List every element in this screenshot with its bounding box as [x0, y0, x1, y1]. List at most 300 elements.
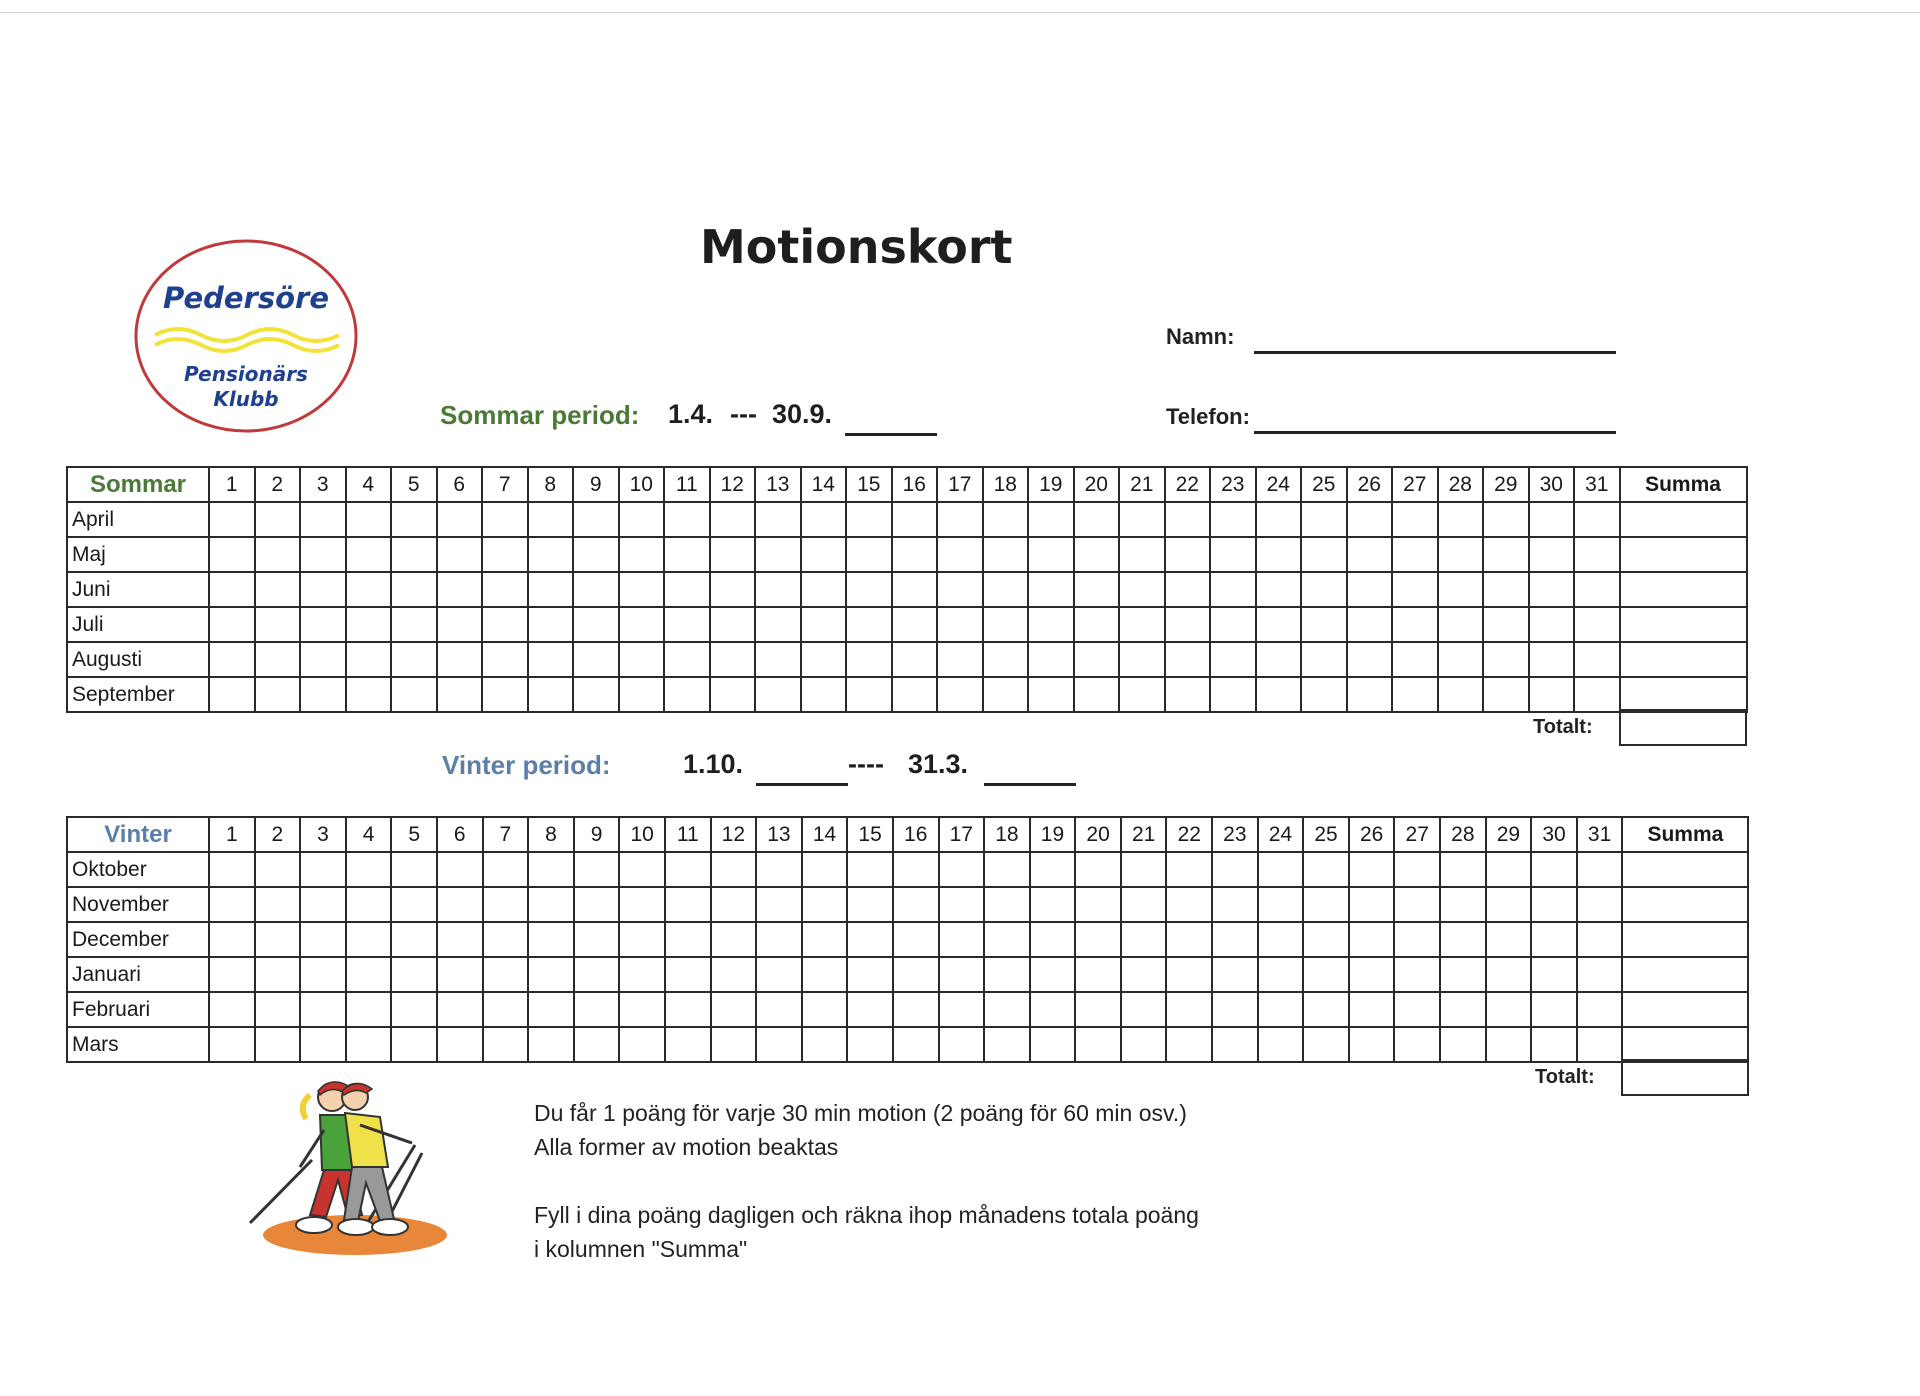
- day-cell[interactable]: [1577, 922, 1623, 957]
- day-cell[interactable]: [437, 502, 483, 537]
- day-cell[interactable]: [983, 572, 1029, 607]
- day-cell[interactable]: [1347, 572, 1393, 607]
- day-cell[interactable]: [1030, 1027, 1076, 1062]
- day-cell[interactable]: [1394, 852, 1440, 887]
- day-cell[interactable]: [1121, 1027, 1167, 1062]
- day-cell[interactable]: [984, 922, 1030, 957]
- day-cell[interactable]: [1212, 922, 1258, 957]
- day-cell[interactable]: [1392, 572, 1438, 607]
- day-cell[interactable]: [892, 572, 938, 607]
- day-cell[interactable]: [528, 957, 574, 992]
- day-cell[interactable]: [619, 1027, 665, 1062]
- day-cell[interactable]: [756, 1027, 802, 1062]
- day-cell[interactable]: [1392, 537, 1438, 572]
- day-cell[interactable]: [1347, 537, 1393, 572]
- day-cell[interactable]: [1166, 992, 1212, 1027]
- day-cell[interactable]: [1486, 922, 1532, 957]
- day-cell[interactable]: [1119, 502, 1165, 537]
- day-cell[interactable]: [1119, 537, 1165, 572]
- day-cell[interactable]: [983, 642, 1029, 677]
- day-cell[interactable]: [1392, 642, 1438, 677]
- day-cell[interactable]: [1258, 852, 1304, 887]
- day-cell[interactable]: [1075, 992, 1121, 1027]
- day-cell[interactable]: [1165, 502, 1211, 537]
- day-cell[interactable]: [892, 502, 938, 537]
- day-cell[interactable]: [939, 887, 985, 922]
- day-cell[interactable]: [391, 852, 437, 887]
- day-cell[interactable]: [391, 572, 437, 607]
- summa-cell[interactable]: [1620, 607, 1747, 642]
- winter-year-blank-2[interactable]: [984, 783, 1076, 786]
- day-cell[interactable]: [1301, 607, 1347, 642]
- day-cell[interactable]: [1121, 887, 1167, 922]
- day-cell[interactable]: [1529, 537, 1575, 572]
- day-cell[interactable]: [1166, 922, 1212, 957]
- telefon-input-line[interactable]: [1254, 431, 1616, 434]
- day-cell[interactable]: [1438, 537, 1484, 572]
- day-cell[interactable]: [437, 1027, 483, 1062]
- day-cell[interactable]: [710, 677, 756, 712]
- day-cell[interactable]: [846, 677, 892, 712]
- day-cell[interactable]: [1486, 887, 1532, 922]
- day-cell[interactable]: [1258, 887, 1304, 922]
- day-cell[interactable]: [1529, 642, 1575, 677]
- day-cell[interactable]: [1394, 992, 1440, 1027]
- day-cell[interactable]: [1028, 502, 1074, 537]
- day-cell[interactable]: [1531, 922, 1577, 957]
- day-cell[interactable]: [1440, 992, 1486, 1027]
- day-cell[interactable]: [1574, 677, 1620, 712]
- day-cell[interactable]: [664, 572, 710, 607]
- day-cell[interactable]: [1529, 677, 1575, 712]
- day-cell[interactable]: [983, 537, 1029, 572]
- day-cell[interactable]: [1074, 607, 1120, 642]
- day-cell[interactable]: [1210, 502, 1256, 537]
- day-cell[interactable]: [1303, 922, 1349, 957]
- day-cell[interactable]: [1256, 572, 1302, 607]
- day-cell[interactable]: [892, 642, 938, 677]
- day-cell[interactable]: [847, 957, 893, 992]
- day-cell[interactable]: [619, 852, 665, 887]
- day-cell[interactable]: [1483, 642, 1529, 677]
- day-cell[interactable]: [802, 887, 848, 922]
- day-cell[interactable]: [1349, 922, 1395, 957]
- day-cell[interactable]: [209, 1027, 255, 1062]
- day-cell[interactable]: [1166, 957, 1212, 992]
- day-cell[interactable]: [209, 887, 255, 922]
- day-cell[interactable]: [437, 957, 483, 992]
- day-cell[interactable]: [1347, 607, 1393, 642]
- day-cell[interactable]: [391, 887, 437, 922]
- day-cell[interactable]: [1574, 642, 1620, 677]
- day-cell[interactable]: [847, 852, 893, 887]
- day-cell[interactable]: [1210, 537, 1256, 572]
- day-cell[interactable]: [437, 992, 483, 1027]
- day-cell[interactable]: [665, 852, 711, 887]
- day-cell[interactable]: [755, 607, 801, 642]
- day-cell[interactable]: [756, 922, 802, 957]
- day-cell[interactable]: [574, 852, 620, 887]
- day-cell[interactable]: [1075, 852, 1121, 887]
- day-cell[interactable]: [483, 922, 529, 957]
- day-cell[interactable]: [437, 852, 483, 887]
- day-cell[interactable]: [1529, 607, 1575, 642]
- day-cell[interactable]: [1486, 957, 1532, 992]
- day-cell[interactable]: [1258, 992, 1304, 1027]
- day-cell[interactable]: [619, 957, 665, 992]
- day-cell[interactable]: [802, 992, 848, 1027]
- day-cell[interactable]: [1394, 922, 1440, 957]
- day-cell[interactable]: [1075, 887, 1121, 922]
- day-cell[interactable]: [1256, 607, 1302, 642]
- day-cell[interactable]: [255, 537, 301, 572]
- day-cell[interactable]: [755, 572, 801, 607]
- day-cell[interactable]: [1258, 922, 1304, 957]
- day-cell[interactable]: [619, 642, 665, 677]
- day-cell[interactable]: [893, 992, 939, 1027]
- day-cell[interactable]: [437, 642, 483, 677]
- summa-cell[interactable]: [1620, 537, 1747, 572]
- day-cell[interactable]: [802, 852, 848, 887]
- day-cell[interactable]: [1347, 642, 1393, 677]
- day-cell[interactable]: [483, 957, 529, 992]
- day-cell[interactable]: [755, 537, 801, 572]
- day-cell[interactable]: [1438, 502, 1484, 537]
- day-cell[interactable]: [391, 677, 437, 712]
- day-cell[interactable]: [937, 607, 983, 642]
- day-cell[interactable]: [619, 607, 665, 642]
- day-cell[interactable]: [1301, 572, 1347, 607]
- day-cell[interactable]: [619, 502, 665, 537]
- day-cell[interactable]: [937, 642, 983, 677]
- day-cell[interactable]: [1074, 642, 1120, 677]
- day-cell[interactable]: [255, 922, 301, 957]
- day-cell[interactable]: [619, 887, 665, 922]
- day-cell[interactable]: [1438, 607, 1484, 642]
- day-cell[interactable]: [528, 607, 574, 642]
- day-cell[interactable]: [1577, 957, 1623, 992]
- day-cell[interactable]: [664, 502, 710, 537]
- day-cell[interactable]: [1166, 852, 1212, 887]
- day-cell[interactable]: [1121, 992, 1167, 1027]
- day-cell[interactable]: [482, 572, 528, 607]
- day-cell[interactable]: [1165, 537, 1211, 572]
- day-cell[interactable]: [255, 887, 301, 922]
- day-cell[interactable]: [893, 957, 939, 992]
- day-cell[interactable]: [391, 607, 437, 642]
- day-cell[interactable]: [1165, 642, 1211, 677]
- day-cell[interactable]: [300, 852, 346, 887]
- day-cell[interactable]: [939, 992, 985, 1027]
- day-cell[interactable]: [1119, 677, 1165, 712]
- day-cell[interactable]: [346, 572, 392, 607]
- day-cell[interactable]: [984, 992, 1030, 1027]
- day-cell[interactable]: [1438, 572, 1484, 607]
- day-cell[interactable]: [346, 607, 392, 642]
- day-cell[interactable]: [756, 852, 802, 887]
- day-cell[interactable]: [1483, 572, 1529, 607]
- day-cell[interactable]: [1303, 887, 1349, 922]
- day-cell[interactable]: [1394, 957, 1440, 992]
- day-cell[interactable]: [892, 537, 938, 572]
- day-cell[interactable]: [483, 1027, 529, 1062]
- day-cell[interactable]: [1529, 572, 1575, 607]
- day-cell[interactable]: [346, 852, 392, 887]
- day-cell[interactable]: [255, 677, 301, 712]
- day-cell[interactable]: [1030, 957, 1076, 992]
- day-cell[interactable]: [983, 502, 1029, 537]
- summa-cell[interactable]: [1620, 642, 1747, 677]
- day-cell[interactable]: [1349, 887, 1395, 922]
- day-cell[interactable]: [1483, 607, 1529, 642]
- day-cell[interactable]: [937, 502, 983, 537]
- day-cell[interactable]: [802, 922, 848, 957]
- day-cell[interactable]: [1212, 957, 1258, 992]
- day-cell[interactable]: [391, 992, 437, 1027]
- day-cell[interactable]: [846, 537, 892, 572]
- day-cell[interactable]: [1349, 992, 1395, 1027]
- day-cell[interactable]: [1256, 677, 1302, 712]
- day-cell[interactable]: [346, 957, 392, 992]
- day-cell[interactable]: [710, 537, 756, 572]
- day-cell[interactable]: [300, 572, 346, 607]
- day-cell[interactable]: [209, 922, 255, 957]
- day-cell[interactable]: [1212, 1027, 1258, 1062]
- day-cell[interactable]: [847, 992, 893, 1027]
- day-cell[interactable]: [756, 992, 802, 1027]
- day-cell[interactable]: [255, 572, 301, 607]
- day-cell[interactable]: [209, 537, 255, 572]
- day-cell[interactable]: [983, 677, 1029, 712]
- day-cell[interactable]: [573, 642, 619, 677]
- summa-cell[interactable]: [1622, 852, 1748, 887]
- day-cell[interactable]: [984, 852, 1030, 887]
- day-cell[interactable]: [711, 887, 757, 922]
- day-cell[interactable]: [711, 992, 757, 1027]
- day-cell[interactable]: [893, 922, 939, 957]
- day-cell[interactable]: [619, 572, 665, 607]
- day-cell[interactable]: [528, 852, 574, 887]
- day-cell[interactable]: [1531, 992, 1577, 1027]
- day-cell[interactable]: [255, 642, 301, 677]
- day-cell[interactable]: [802, 957, 848, 992]
- day-cell[interactable]: [1440, 957, 1486, 992]
- day-cell[interactable]: [665, 957, 711, 992]
- day-cell[interactable]: [1577, 1027, 1623, 1062]
- day-cell[interactable]: [391, 957, 437, 992]
- day-cell[interactable]: [1392, 502, 1438, 537]
- day-cell[interactable]: [574, 887, 620, 922]
- day-cell[interactable]: [300, 607, 346, 642]
- day-cell[interactable]: [939, 1027, 985, 1062]
- day-cell[interactable]: [255, 852, 301, 887]
- summa-cell[interactable]: [1622, 1027, 1748, 1062]
- day-cell[interactable]: [1121, 957, 1167, 992]
- day-cell[interactable]: [1483, 502, 1529, 537]
- summa-cell[interactable]: [1622, 992, 1748, 1027]
- day-cell[interactable]: [1577, 887, 1623, 922]
- day-cell[interactable]: [1119, 572, 1165, 607]
- day-cell[interactable]: [437, 887, 483, 922]
- day-cell[interactable]: [939, 957, 985, 992]
- day-cell[interactable]: [1574, 607, 1620, 642]
- day-cell[interactable]: [346, 992, 392, 1027]
- day-cell[interactable]: [1256, 502, 1302, 537]
- day-cell[interactable]: [1347, 677, 1393, 712]
- day-cell[interactable]: [939, 852, 985, 887]
- namn-input-line[interactable]: [1254, 351, 1616, 354]
- day-cell[interactable]: [1165, 607, 1211, 642]
- day-cell[interactable]: [801, 572, 847, 607]
- day-cell[interactable]: [665, 1027, 711, 1062]
- day-cell[interactable]: [573, 677, 619, 712]
- day-cell[interactable]: [209, 607, 255, 642]
- day-cell[interactable]: [1258, 957, 1304, 992]
- day-cell[interactable]: [209, 852, 255, 887]
- day-cell[interactable]: [1212, 887, 1258, 922]
- day-cell[interactable]: [1440, 922, 1486, 957]
- day-cell[interactable]: [801, 677, 847, 712]
- day-cell[interactable]: [1394, 887, 1440, 922]
- day-cell[interactable]: [1074, 502, 1120, 537]
- day-cell[interactable]: [573, 537, 619, 572]
- day-cell[interactable]: [1301, 677, 1347, 712]
- day-cell[interactable]: [664, 607, 710, 642]
- day-cell[interactable]: [1075, 1027, 1121, 1062]
- day-cell[interactable]: [437, 677, 483, 712]
- day-cell[interactable]: [1121, 922, 1167, 957]
- day-cell[interactable]: [1028, 642, 1074, 677]
- day-cell[interactable]: [1166, 1027, 1212, 1062]
- day-cell[interactable]: [801, 502, 847, 537]
- day-cell[interactable]: [300, 677, 346, 712]
- day-cell[interactable]: [1347, 502, 1393, 537]
- day-cell[interactable]: [1483, 537, 1529, 572]
- day-cell[interactable]: [1256, 642, 1302, 677]
- day-cell[interactable]: [1166, 887, 1212, 922]
- day-cell[interactable]: [1210, 642, 1256, 677]
- summa-cell[interactable]: [1622, 922, 1748, 957]
- day-cell[interactable]: [300, 502, 346, 537]
- day-cell[interactable]: [300, 642, 346, 677]
- day-cell[interactable]: [1349, 1027, 1395, 1062]
- day-cell[interactable]: [346, 677, 392, 712]
- day-cell[interactable]: [755, 642, 801, 677]
- day-cell[interactable]: [574, 992, 620, 1027]
- day-cell[interactable]: [619, 677, 665, 712]
- day-cell[interactable]: [1440, 887, 1486, 922]
- day-cell[interactable]: [482, 607, 528, 642]
- day-cell[interactable]: [391, 502, 437, 537]
- day-cell[interactable]: [1486, 852, 1532, 887]
- day-cell[interactable]: [619, 992, 665, 1027]
- day-cell[interactable]: [984, 887, 1030, 922]
- summa-cell[interactable]: [1620, 677, 1747, 712]
- day-cell[interactable]: [437, 607, 483, 642]
- summer-year-blank[interactable]: [845, 433, 937, 436]
- day-cell[interactable]: [1303, 992, 1349, 1027]
- day-cell[interactable]: [300, 1027, 346, 1062]
- day-cell[interactable]: [984, 1027, 1030, 1062]
- day-cell[interactable]: [255, 1027, 301, 1062]
- day-cell[interactable]: [710, 642, 756, 677]
- day-cell[interactable]: [346, 922, 392, 957]
- day-cell[interactable]: [483, 887, 529, 922]
- day-cell[interactable]: [847, 922, 893, 957]
- day-cell[interactable]: [1210, 677, 1256, 712]
- day-cell[interactable]: [664, 677, 710, 712]
- day-cell[interactable]: [574, 922, 620, 957]
- day-cell[interactable]: [1392, 607, 1438, 642]
- day-cell[interactable]: [391, 1027, 437, 1062]
- day-cell[interactable]: [711, 957, 757, 992]
- day-cell[interactable]: [300, 957, 346, 992]
- day-cell[interactable]: [1577, 992, 1623, 1027]
- day-cell[interactable]: [255, 607, 301, 642]
- day-cell[interactable]: [664, 642, 710, 677]
- day-cell[interactable]: [710, 607, 756, 642]
- day-cell[interactable]: [1349, 957, 1395, 992]
- winter-year-blank-1[interactable]: [756, 783, 848, 786]
- day-cell[interactable]: [893, 852, 939, 887]
- day-cell[interactable]: [1483, 677, 1529, 712]
- day-cell[interactable]: [892, 607, 938, 642]
- day-cell[interactable]: [755, 677, 801, 712]
- day-cell[interactable]: [528, 537, 574, 572]
- day-cell[interactable]: [664, 537, 710, 572]
- day-cell[interactable]: [1438, 677, 1484, 712]
- winter-totalt-box[interactable]: [1621, 1059, 1749, 1096]
- day-cell[interactable]: [983, 607, 1029, 642]
- day-cell[interactable]: [391, 922, 437, 957]
- day-cell[interactable]: [1119, 642, 1165, 677]
- day-cell[interactable]: [1075, 957, 1121, 992]
- day-cell[interactable]: [528, 642, 574, 677]
- day-cell[interactable]: [937, 537, 983, 572]
- day-cell[interactable]: [574, 1027, 620, 1062]
- day-cell[interactable]: [1301, 537, 1347, 572]
- day-cell[interactable]: [1392, 677, 1438, 712]
- day-cell[interactable]: [1394, 1027, 1440, 1062]
- day-cell[interactable]: [573, 607, 619, 642]
- day-cell[interactable]: [1438, 642, 1484, 677]
- day-cell[interactable]: [1440, 1027, 1486, 1062]
- day-cell[interactable]: [346, 502, 392, 537]
- day-cell[interactable]: [846, 572, 892, 607]
- day-cell[interactable]: [1440, 852, 1486, 887]
- day-cell[interactable]: [1028, 607, 1074, 642]
- day-cell[interactable]: [300, 887, 346, 922]
- day-cell[interactable]: [756, 887, 802, 922]
- day-cell[interactable]: [1121, 852, 1167, 887]
- day-cell[interactable]: [665, 992, 711, 1027]
- day-cell[interactable]: [528, 502, 574, 537]
- day-cell[interactable]: [1074, 572, 1120, 607]
- day-cell[interactable]: [801, 537, 847, 572]
- day-cell[interactable]: [665, 887, 711, 922]
- day-cell[interactable]: [255, 992, 301, 1027]
- day-cell[interactable]: [1531, 957, 1577, 992]
- day-cell[interactable]: [300, 537, 346, 572]
- day-cell[interactable]: [209, 502, 255, 537]
- day-cell[interactable]: [1303, 1027, 1349, 1062]
- day-cell[interactable]: [300, 922, 346, 957]
- day-cell[interactable]: [1258, 1027, 1304, 1062]
- day-cell[interactable]: [619, 922, 665, 957]
- day-cell[interactable]: [1301, 642, 1347, 677]
- day-cell[interactable]: [801, 607, 847, 642]
- day-cell[interactable]: [1531, 1027, 1577, 1062]
